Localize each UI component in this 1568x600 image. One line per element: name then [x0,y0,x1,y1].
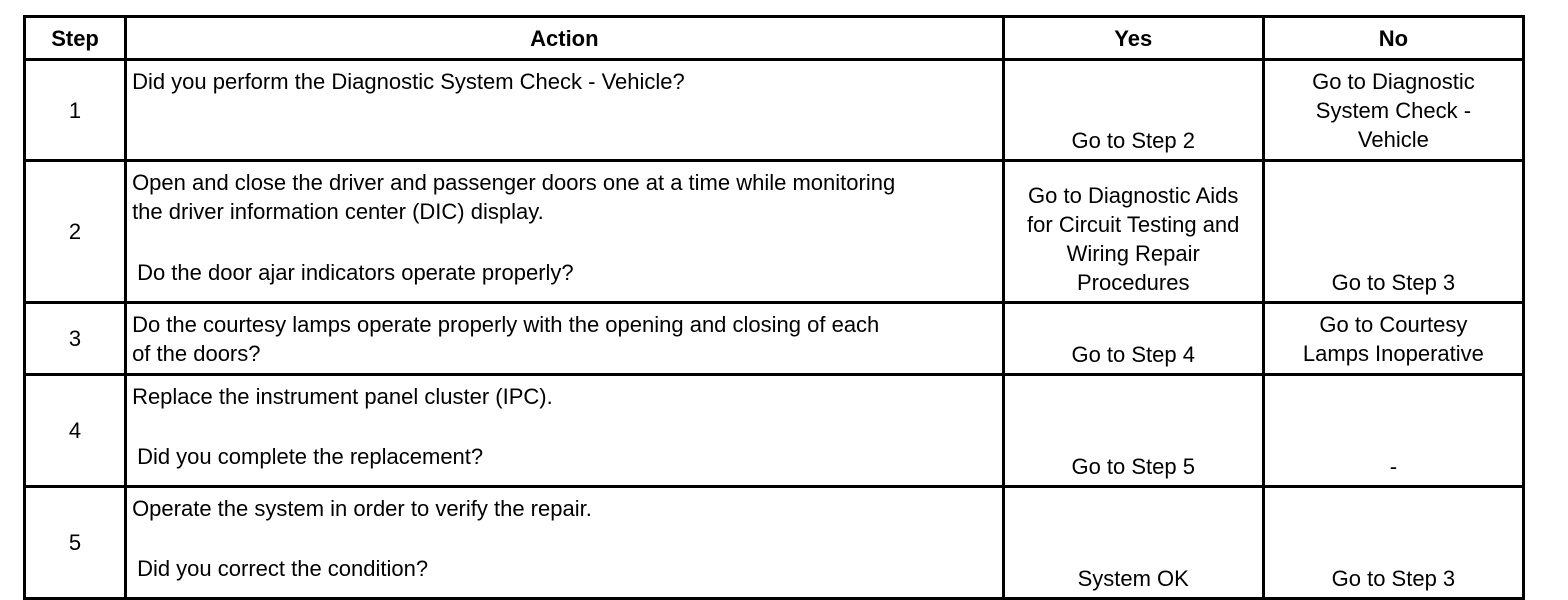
action-cell [126,375,1004,487]
step-number: 2 [25,161,126,303]
yes-cell [1003,375,1263,487]
diagnostic-table-container [23,15,1525,600]
action-text: Open and close the driver and passenger doors one at a time while monitoring [132,170,896,195]
action-question: Did you complete the replacement? [137,444,484,469]
yes-text: Go to Step 2 [1071,128,1195,153]
action-cell [126,303,1004,375]
step-number: 3 [25,303,126,375]
no-text: Go to Courtesy [1319,312,1468,337]
header-step: Step [25,17,126,60]
action-text: the driver information center (DIC) display. [132,199,544,224]
yes-text: System OK [1077,566,1189,591]
action-cell [126,60,1004,161]
step-number: 4 [25,375,126,487]
no-text: Lamps Inoperative [1302,341,1484,366]
no-text: - [1389,454,1398,479]
step-number: 1 [25,60,126,161]
action-text: of the doors? [132,341,261,366]
table-row [25,375,1524,487]
step-number: 5 [25,487,126,599]
table-row [25,60,1524,161]
action-text: Replace the instrument panel cluster (IPC). [132,384,553,409]
diagnostic-table [23,15,1525,600]
no-cell [1263,60,1523,161]
yes-text: Go to Step 5 [1071,454,1195,479]
no-text: Go to Step 3 [1331,566,1456,591]
no-cell [1263,375,1523,487]
action-cell [126,487,1004,599]
header-row [25,17,1524,60]
table-row [25,487,1524,599]
table-row [25,303,1524,375]
table-row [25,161,1524,303]
no-cell [1263,487,1523,599]
action-question: Did you correct the condition? [137,556,429,581]
yes-text: for Circuit Testing and [1027,212,1240,237]
yes-text: Go to Diagnostic Aids [1028,183,1239,208]
header-yes: Yes [1003,17,1263,60]
header-action: Action [126,17,1004,60]
no-text: Go to Step 3 [1331,270,1456,295]
action-text: Do the courtesy lamps operate properly with the opening and closing of each [132,312,880,337]
no-text: System Check - [1315,98,1472,123]
no-text: Vehicle [1357,127,1429,152]
action-text: Did you perform the Diagnostic System Check - Vehicle? [132,69,685,94]
action-cell [126,161,1004,303]
yes-text: Procedures [1076,270,1190,295]
yes-text: Wiring Repair [1066,241,1200,266]
no-text: Go to Diagnostic [1312,69,1475,94]
action-question: Do the door ajar indicators operate properly? [137,260,574,285]
yes-cell [1003,303,1263,375]
no-cell [1263,303,1523,375]
action-text: Operate the system in order to verify the repair. [132,496,592,521]
yes-text: Go to Step 4 [1071,342,1195,367]
yes-cell [1003,60,1263,161]
no-cell [1263,161,1523,303]
header-no: No [1263,17,1523,60]
yes-cell [1003,161,1263,303]
yes-cell [1003,487,1263,599]
